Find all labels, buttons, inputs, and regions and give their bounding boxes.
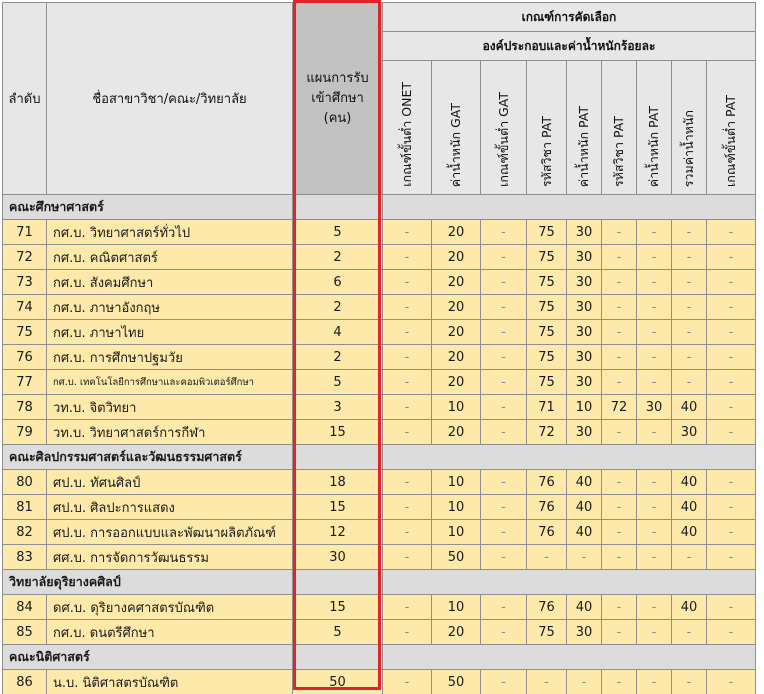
criteria-cell: - (527, 545, 567, 570)
criteria-cell: - (602, 520, 637, 545)
section-row (3, 195, 756, 220)
criteria-cell: - (481, 595, 527, 620)
plan-cell: 15 (293, 495, 383, 520)
criteria-cell: - (383, 420, 432, 445)
plan-cell: 50 (293, 670, 383, 694)
criteria-cell: - (602, 295, 637, 320)
criteria-cell: - (383, 370, 432, 395)
criteria-cell: - (383, 220, 432, 245)
criteria-cell: 20 (432, 620, 481, 645)
criteria-cell: 20 (432, 320, 481, 345)
criteria-col-label: ค่าน้ำหนัก PAT (646, 105, 661, 187)
plan-cell: 15 (293, 595, 383, 620)
criteria-cell: - (637, 220, 672, 245)
criteria-cell: 75 (527, 345, 567, 370)
criteria-cell: - (602, 220, 637, 245)
criteria-cell: - (707, 395, 756, 420)
admission-table (2, 2, 756, 694)
table-row (3, 545, 756, 570)
seq-cell: 73 (3, 270, 47, 295)
criteria-sub-header: องค์ประกอบและค่าน้ำหนักร้อยละ (383, 32, 756, 61)
criteria-cell: 76 (527, 495, 567, 520)
section-plan-cell (293, 645, 383, 670)
criteria-cell: - (383, 295, 432, 320)
seq-cell: 83 (3, 545, 47, 570)
section-row (3, 645, 756, 670)
plan-cell: 4 (293, 320, 383, 345)
criteria-cell: - (672, 370, 707, 395)
seq-header: ลำดับ (3, 3, 47, 195)
criteria-cell: - (383, 545, 432, 570)
plan-cell: 5 (293, 370, 383, 395)
criteria-cell: - (637, 345, 672, 370)
criteria-cell: 30 (567, 295, 602, 320)
criteria-cell: - (637, 520, 672, 545)
plan-cell: 5 (293, 620, 383, 645)
criteria-cell: - (481, 295, 527, 320)
seq-cell: 76 (3, 345, 47, 370)
table-header (3, 3, 756, 195)
criteria-cell: - (707, 220, 756, 245)
plan-cell: 30 (293, 545, 383, 570)
criteria-cell: 76 (527, 595, 567, 620)
criteria-cell: - (707, 420, 756, 445)
table-row (3, 370, 756, 395)
program-name-cell: ศป.บ. การออกแบบและพัฒนาผลิตภัณฑ์ (47, 520, 293, 545)
criteria-col-label: เกณฑ์ขั้นต่ำ PAT (723, 95, 738, 187)
criteria-cell: - (707, 270, 756, 295)
criteria-cell: 40 (567, 495, 602, 520)
criteria-col-label: ค่าน้ำหนัก GAT (448, 102, 463, 187)
program-name-cell: วท.บ. จิตวิทยา (47, 395, 293, 420)
criteria-cell: - (481, 245, 527, 270)
criteria-cell: 40 (672, 470, 707, 495)
criteria-cell: - (602, 495, 637, 520)
criteria-cell: 20 (432, 370, 481, 395)
seq-cell: 80 (3, 470, 47, 495)
table-row (3, 295, 756, 320)
criteria-cell: - (637, 270, 672, 295)
program-name-cell: ดศ.บ. ดุริยางคศาสตรบัณฑิต (47, 595, 293, 620)
criteria-cell: - (672, 245, 707, 270)
seq-cell: 84 (3, 595, 47, 620)
criteria-cell: 75 (527, 245, 567, 270)
criteria-cell: - (383, 595, 432, 620)
seq-cell: 82 (3, 520, 47, 545)
criteria-cell: - (383, 270, 432, 295)
criteria-cell: - (602, 670, 637, 694)
criteria-col-header (481, 61, 527, 195)
criteria-cell: 20 (432, 270, 481, 295)
criteria-cell: - (602, 420, 637, 445)
criteria-cell: - (707, 345, 756, 370)
criteria-cell: - (672, 670, 707, 694)
criteria-cell: - (672, 320, 707, 345)
criteria-cell: - (707, 620, 756, 645)
criteria-cell: - (672, 220, 707, 245)
program-name-cell: กศ.บ. ภาษาอังกฤษ (47, 295, 293, 320)
criteria-cell: 50 (432, 545, 481, 570)
criteria-col-header (637, 61, 672, 195)
criteria-cell: 10 (432, 520, 481, 545)
criteria-col-header (527, 61, 567, 195)
criteria-col-header (432, 61, 481, 195)
criteria-cell: - (602, 270, 637, 295)
criteria-cell: 72 (527, 420, 567, 445)
criteria-cell: - (707, 295, 756, 320)
criteria-cell: - (707, 520, 756, 545)
plan-cell: 15 (293, 420, 383, 445)
plan-cell: 5 (293, 220, 383, 245)
criteria-cell: - (602, 545, 637, 570)
criteria-cell: - (637, 370, 672, 395)
criteria-cell: 20 (432, 245, 481, 270)
table-body (3, 195, 756, 694)
criteria-cell: - (707, 470, 756, 495)
criteria-cell: - (383, 320, 432, 345)
table-row (3, 670, 756, 694)
criteria-cell: 30 (567, 420, 602, 445)
criteria-cell: - (637, 495, 672, 520)
criteria-cell: - (602, 470, 637, 495)
program-name-cell: ศป.บ. ทัศนศิลป์ (47, 470, 293, 495)
criteria-cell: - (672, 545, 707, 570)
table-row (3, 345, 756, 370)
seq-cell: 85 (3, 620, 47, 645)
criteria-cell: 40 (672, 495, 707, 520)
criteria-cell: 10 (567, 395, 602, 420)
criteria-cell: 50 (432, 670, 481, 694)
table-row (3, 220, 756, 245)
program-name-cell: กศ.บ. วิทยาศาสตร์ทั่วไป (47, 220, 293, 245)
criteria-cell: 20 (432, 295, 481, 320)
criteria-cell: - (481, 220, 527, 245)
criteria-cell: 10 (432, 395, 481, 420)
criteria-col-label: รหัสวิชา PAT (611, 115, 626, 187)
criteria-cell: 30 (567, 370, 602, 395)
criteria-cell: - (602, 620, 637, 645)
criteria-cell: 75 (527, 270, 567, 295)
criteria-cell: - (383, 345, 432, 370)
table-row (3, 470, 756, 495)
table-row (3, 420, 756, 445)
criteria-cell: - (707, 370, 756, 395)
criteria-cell: 10 (432, 470, 481, 495)
seq-cell: 74 (3, 295, 47, 320)
criteria-cell: 30 (567, 245, 602, 270)
criteria-cell: - (637, 595, 672, 620)
criteria-cell: 75 (527, 295, 567, 320)
criteria-cell: - (707, 595, 756, 620)
criteria-cell: - (602, 245, 637, 270)
criteria-cell: - (602, 370, 637, 395)
criteria-col-header (707, 61, 756, 195)
table-row (3, 320, 756, 345)
criteria-cell: - (637, 670, 672, 694)
criteria-col-label: เกณฑ์ขั้นต่ำ GAT (495, 92, 511, 187)
criteria-cell: - (567, 545, 602, 570)
section-criteria-cell (383, 645, 756, 670)
criteria-cell: - (481, 520, 527, 545)
criteria-cell: 75 (527, 620, 567, 645)
criteria-group-header: เกณฑ์การคัดเลือก (383, 3, 756, 32)
criteria-col-header (672, 61, 707, 195)
criteria-cell: - (637, 295, 672, 320)
program-name-cell: กศ.บ. สังคมศึกษา (47, 270, 293, 295)
criteria-cell: 76 (527, 470, 567, 495)
criteria-cell: 75 (527, 370, 567, 395)
seq-cell: 72 (3, 245, 47, 270)
criteria-cell: 71 (527, 395, 567, 420)
criteria-cell: - (383, 470, 432, 495)
criteria-cell: - (481, 470, 527, 495)
criteria-cell: - (672, 295, 707, 320)
section-plan-cell (293, 445, 383, 470)
criteria-cell: - (383, 520, 432, 545)
section-title: วิทยาลัยดุริยางคศิลป์ (3, 570, 293, 595)
seq-cell: 79 (3, 420, 47, 445)
criteria-cell: 40 (672, 395, 707, 420)
criteria-cell: - (707, 320, 756, 345)
name-header: ชื่อสาขาวิชา/คณะ/วิทยาลัย (47, 3, 293, 195)
criteria-cell: - (383, 395, 432, 420)
program-name-cell: วท.บ. วิทยาศาสตร์การกีฬา (47, 420, 293, 445)
criteria-cell: - (481, 420, 527, 445)
program-name-cell: กศ.บ. ภาษาไทย (47, 320, 293, 345)
criteria-cell: 40 (672, 595, 707, 620)
criteria-cell: - (481, 495, 527, 520)
criteria-cell: - (637, 545, 672, 570)
table-row (3, 245, 756, 270)
criteria-cell: - (707, 670, 756, 694)
section-title: คณะศึกษาศาสตร์ (3, 195, 293, 220)
criteria-cell: 30 (567, 270, 602, 295)
criteria-cell: - (481, 370, 527, 395)
criteria-cell: - (707, 495, 756, 520)
program-name-cell: กศ.บ. การศึกษาปฐมวัย (47, 345, 293, 370)
criteria-cell: 30 (567, 620, 602, 645)
criteria-cell: - (481, 345, 527, 370)
seq-cell: 86 (3, 670, 47, 694)
table-row (3, 520, 756, 545)
plan-cell: 18 (293, 470, 383, 495)
seq-cell: 77 (3, 370, 47, 395)
criteria-cell: - (637, 470, 672, 495)
table-row (3, 395, 756, 420)
criteria-col-label: รวมค่าน้ำหนัก (681, 109, 696, 187)
criteria-cell: 20 (432, 220, 481, 245)
plan-cell: 2 (293, 245, 383, 270)
program-name-cell: กศ.บ. เทคโนโลยีการศึกษาและคอมพิวเตอร์ศึกษา (47, 370, 293, 395)
criteria-col-label: เกณฑ์ขั้นต่ำ ONET (399, 82, 414, 187)
criteria-cell: 40 (672, 520, 707, 545)
criteria-col-header (602, 61, 637, 195)
criteria-cell: - (383, 245, 432, 270)
table-row (3, 270, 756, 295)
criteria-cell: 40 (567, 595, 602, 620)
section-criteria-cell (383, 195, 756, 220)
criteria-col-header (567, 61, 602, 195)
criteria-cell: - (481, 545, 527, 570)
criteria-cell: - (637, 420, 672, 445)
criteria-cell: 30 (567, 220, 602, 245)
section-plan-cell (293, 195, 383, 220)
seq-cell: 78 (3, 395, 47, 420)
criteria-cell: - (637, 620, 672, 645)
criteria-cell: - (707, 545, 756, 570)
criteria-cell: 75 (527, 220, 567, 245)
criteria-cell: - (481, 320, 527, 345)
criteria-cell: 30 (567, 345, 602, 370)
criteria-cell: 30 (637, 395, 672, 420)
criteria-cell: 10 (432, 595, 481, 620)
plan-cell: 3 (293, 395, 383, 420)
criteria-cell: 75 (527, 320, 567, 345)
criteria-cell: 40 (567, 520, 602, 545)
criteria-cell: - (383, 670, 432, 694)
seq-cell: 71 (3, 220, 47, 245)
criteria-cell: - (481, 395, 527, 420)
criteria-cell: - (602, 595, 637, 620)
plan-header-text: แผนการรับ เข้าศึกษา (คน) (306, 70, 369, 126)
criteria-cell: 30 (672, 420, 707, 445)
criteria-col-header (383, 61, 432, 195)
criteria-cell: 30 (567, 320, 602, 345)
section-row (3, 570, 756, 595)
criteria-cell: - (672, 345, 707, 370)
criteria-cell: - (481, 670, 527, 694)
criteria-cell: - (567, 670, 602, 694)
criteria-cell: - (602, 345, 637, 370)
seq-cell: 81 (3, 495, 47, 520)
criteria-cell: - (707, 245, 756, 270)
criteria-cell: 76 (527, 520, 567, 545)
criteria-cell: - (481, 620, 527, 645)
criteria-cell: - (383, 620, 432, 645)
plan-cell: 2 (293, 345, 383, 370)
table-row (3, 620, 756, 645)
criteria-cell: - (527, 670, 567, 694)
criteria-cell: - (602, 320, 637, 345)
plan-cell: 2 (293, 295, 383, 320)
section-criteria-cell (383, 570, 756, 595)
plan-cell: 6 (293, 270, 383, 295)
program-name-cell: ศป.บ. ศิลปะการแสดง (47, 495, 293, 520)
section-title: คณะศิลปกรรมศาสตร์และวัฒนธรรมศาสตร์ (3, 445, 293, 470)
criteria-cell: - (481, 270, 527, 295)
section-criteria-cell (383, 445, 756, 470)
program-name-cell: กศ.บ. ดนตรีศึกษา (47, 620, 293, 645)
program-name-cell: น.บ. นิติศาสตรบัณฑิต (47, 670, 293, 694)
program-name-cell: กศ.บ. คณิตศาสตร์ (47, 245, 293, 270)
section-title: คณะนิติศาสตร์ (3, 645, 293, 670)
seq-cell: 75 (3, 320, 47, 345)
plan-cell: 12 (293, 520, 383, 545)
section-row (3, 445, 756, 470)
criteria-cell: 10 (432, 495, 481, 520)
program-name-cell: ศศ.บ. การจัดการวัฒนธรรม (47, 545, 293, 570)
section-plan-cell (293, 570, 383, 595)
criteria-cell: 40 (567, 470, 602, 495)
criteria-col-label: รหัสวิชา PAT (538, 115, 554, 187)
criteria-cell: - (637, 320, 672, 345)
criteria-col-label: ค่าน้ำหนัก PAT (576, 105, 591, 187)
criteria-cell: 20 (432, 420, 481, 445)
criteria-cell: - (672, 620, 707, 645)
criteria-cell: - (637, 245, 672, 270)
criteria-cell: 72 (602, 395, 637, 420)
table-row (3, 595, 756, 620)
criteria-cell: - (672, 270, 707, 295)
plan-header (293, 3, 383, 195)
criteria-cell: 20 (432, 345, 481, 370)
criteria-cell: - (383, 495, 432, 520)
table-row (3, 495, 756, 520)
